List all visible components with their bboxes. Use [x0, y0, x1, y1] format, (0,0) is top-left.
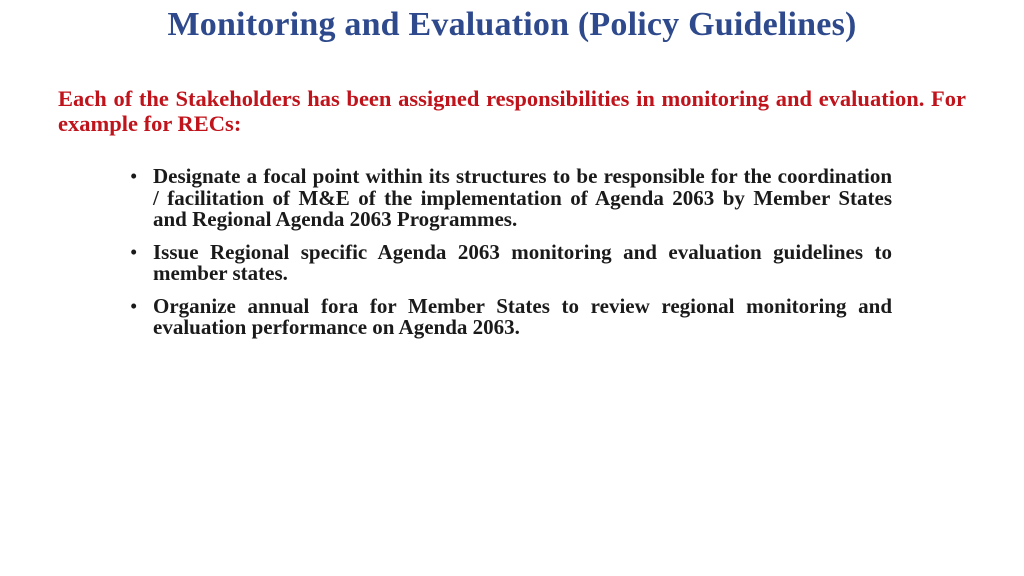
bullet-text: Organize annual fora for Member States to review regional monitoring and evaluation performance on Agenda 2063. [153, 293, 892, 339]
bullet-item [130, 239, 892, 285]
intro-paragraph: Each of the Stakeholders has been assigned responsibilities in monitoring and evaluation. For example for RECs: [58, 86, 966, 136]
bullet-icon: • [130, 164, 138, 188]
bullet-icon: • [130, 293, 138, 318]
bullet-item [130, 166, 892, 231]
bullet-list [130, 166, 892, 350]
bullet-text: Designate a focal point within its structures to be responsible for the coordination / facilitation of M&E of the implementation of Agenda 2063 by Member States and Regional Agenda 2063 Programmes. [153, 164, 892, 231]
bullet-item [130, 293, 892, 339]
slide-title: Monitoring and Evaluation (Policy Guidelines) [167, 6, 857, 43]
bullet-text: Issue Regional specific Agenda 2063 monitoring and evaluation guidelines to member states. [153, 239, 892, 285]
bullet-icon: • [130, 239, 138, 264]
